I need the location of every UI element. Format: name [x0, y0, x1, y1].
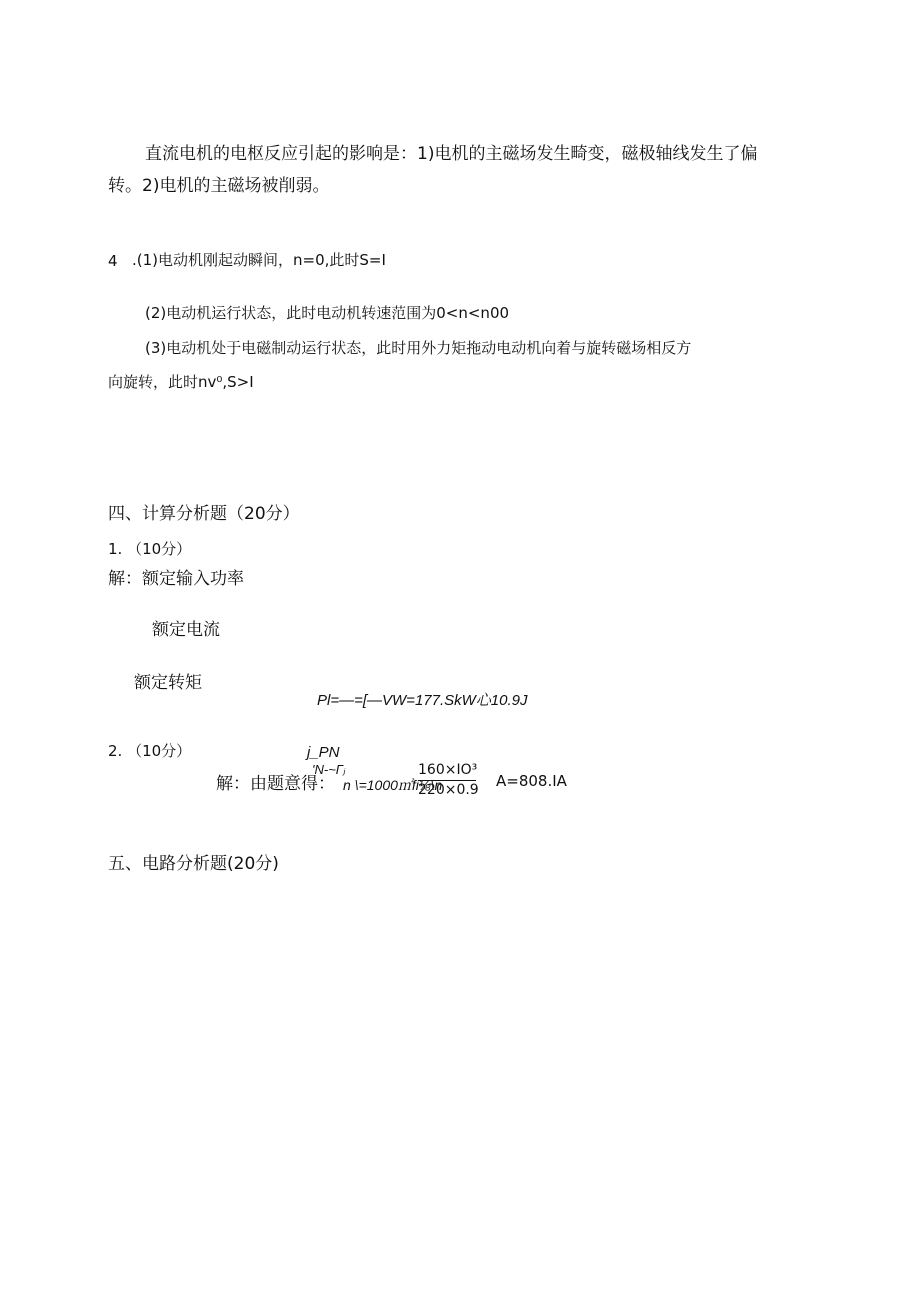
q2-answer-prefix: 解：由题意得：	[216, 774, 335, 794]
section5-heading: 五、电路分析题(20分)	[108, 854, 279, 874]
q1-answer: 解：额定输入功率	[108, 569, 244, 589]
section4-heading: 四、计算分析题（20分）	[108, 504, 300, 524]
paragraph1-line2: 转。2)电机的主磁场被削弱。	[108, 176, 330, 196]
item4-line3: (3)电动机处于电磁制动运行状态，此时用外力矩拖动电动机向着与旋转磁场相反方	[145, 339, 692, 357]
item4-line4: 向旋转，此时nv⁰,S>I	[108, 373, 254, 391]
fraction	[418, 762, 479, 798]
formula-top: j_PN	[307, 744, 340, 761]
fraction-bar	[418, 779, 476, 781]
item4-line1: .(1)电动机刚起动瞬间，n=0,此时S=I	[132, 251, 386, 269]
formula-mid: 'N-~Γ⁠ⱼ	[312, 762, 346, 777]
item4-line2: (2)电动机运行状态，此时电动机转速范围为0<n<n00	[145, 304, 510, 322]
rated-current-label: 额定电流	[152, 620, 220, 640]
paragraph1-line1: 直流电机的电枢反应引起的影响是：1)电机的主磁场发生畸变，磁极轴线发生了偏	[145, 144, 758, 164]
rated-torque-label: 额定转矩	[134, 673, 202, 693]
formula-input-power: Pl=—=[—VW=177.SkW心10.9J	[317, 692, 528, 709]
fraction-denominator: 220×0.9	[418, 782, 479, 798]
q2-label: 2. （10分）	[108, 742, 192, 760]
item4-number: 4	[108, 252, 118, 270]
q1-label: 1. （10分）	[108, 540, 192, 558]
formula-result: A=808.IA	[496, 772, 567, 790]
fraction-numerator: 160×IO³	[418, 762, 478, 778]
formula-line: n \=1000㎡fi⅛\n	[343, 777, 443, 793]
